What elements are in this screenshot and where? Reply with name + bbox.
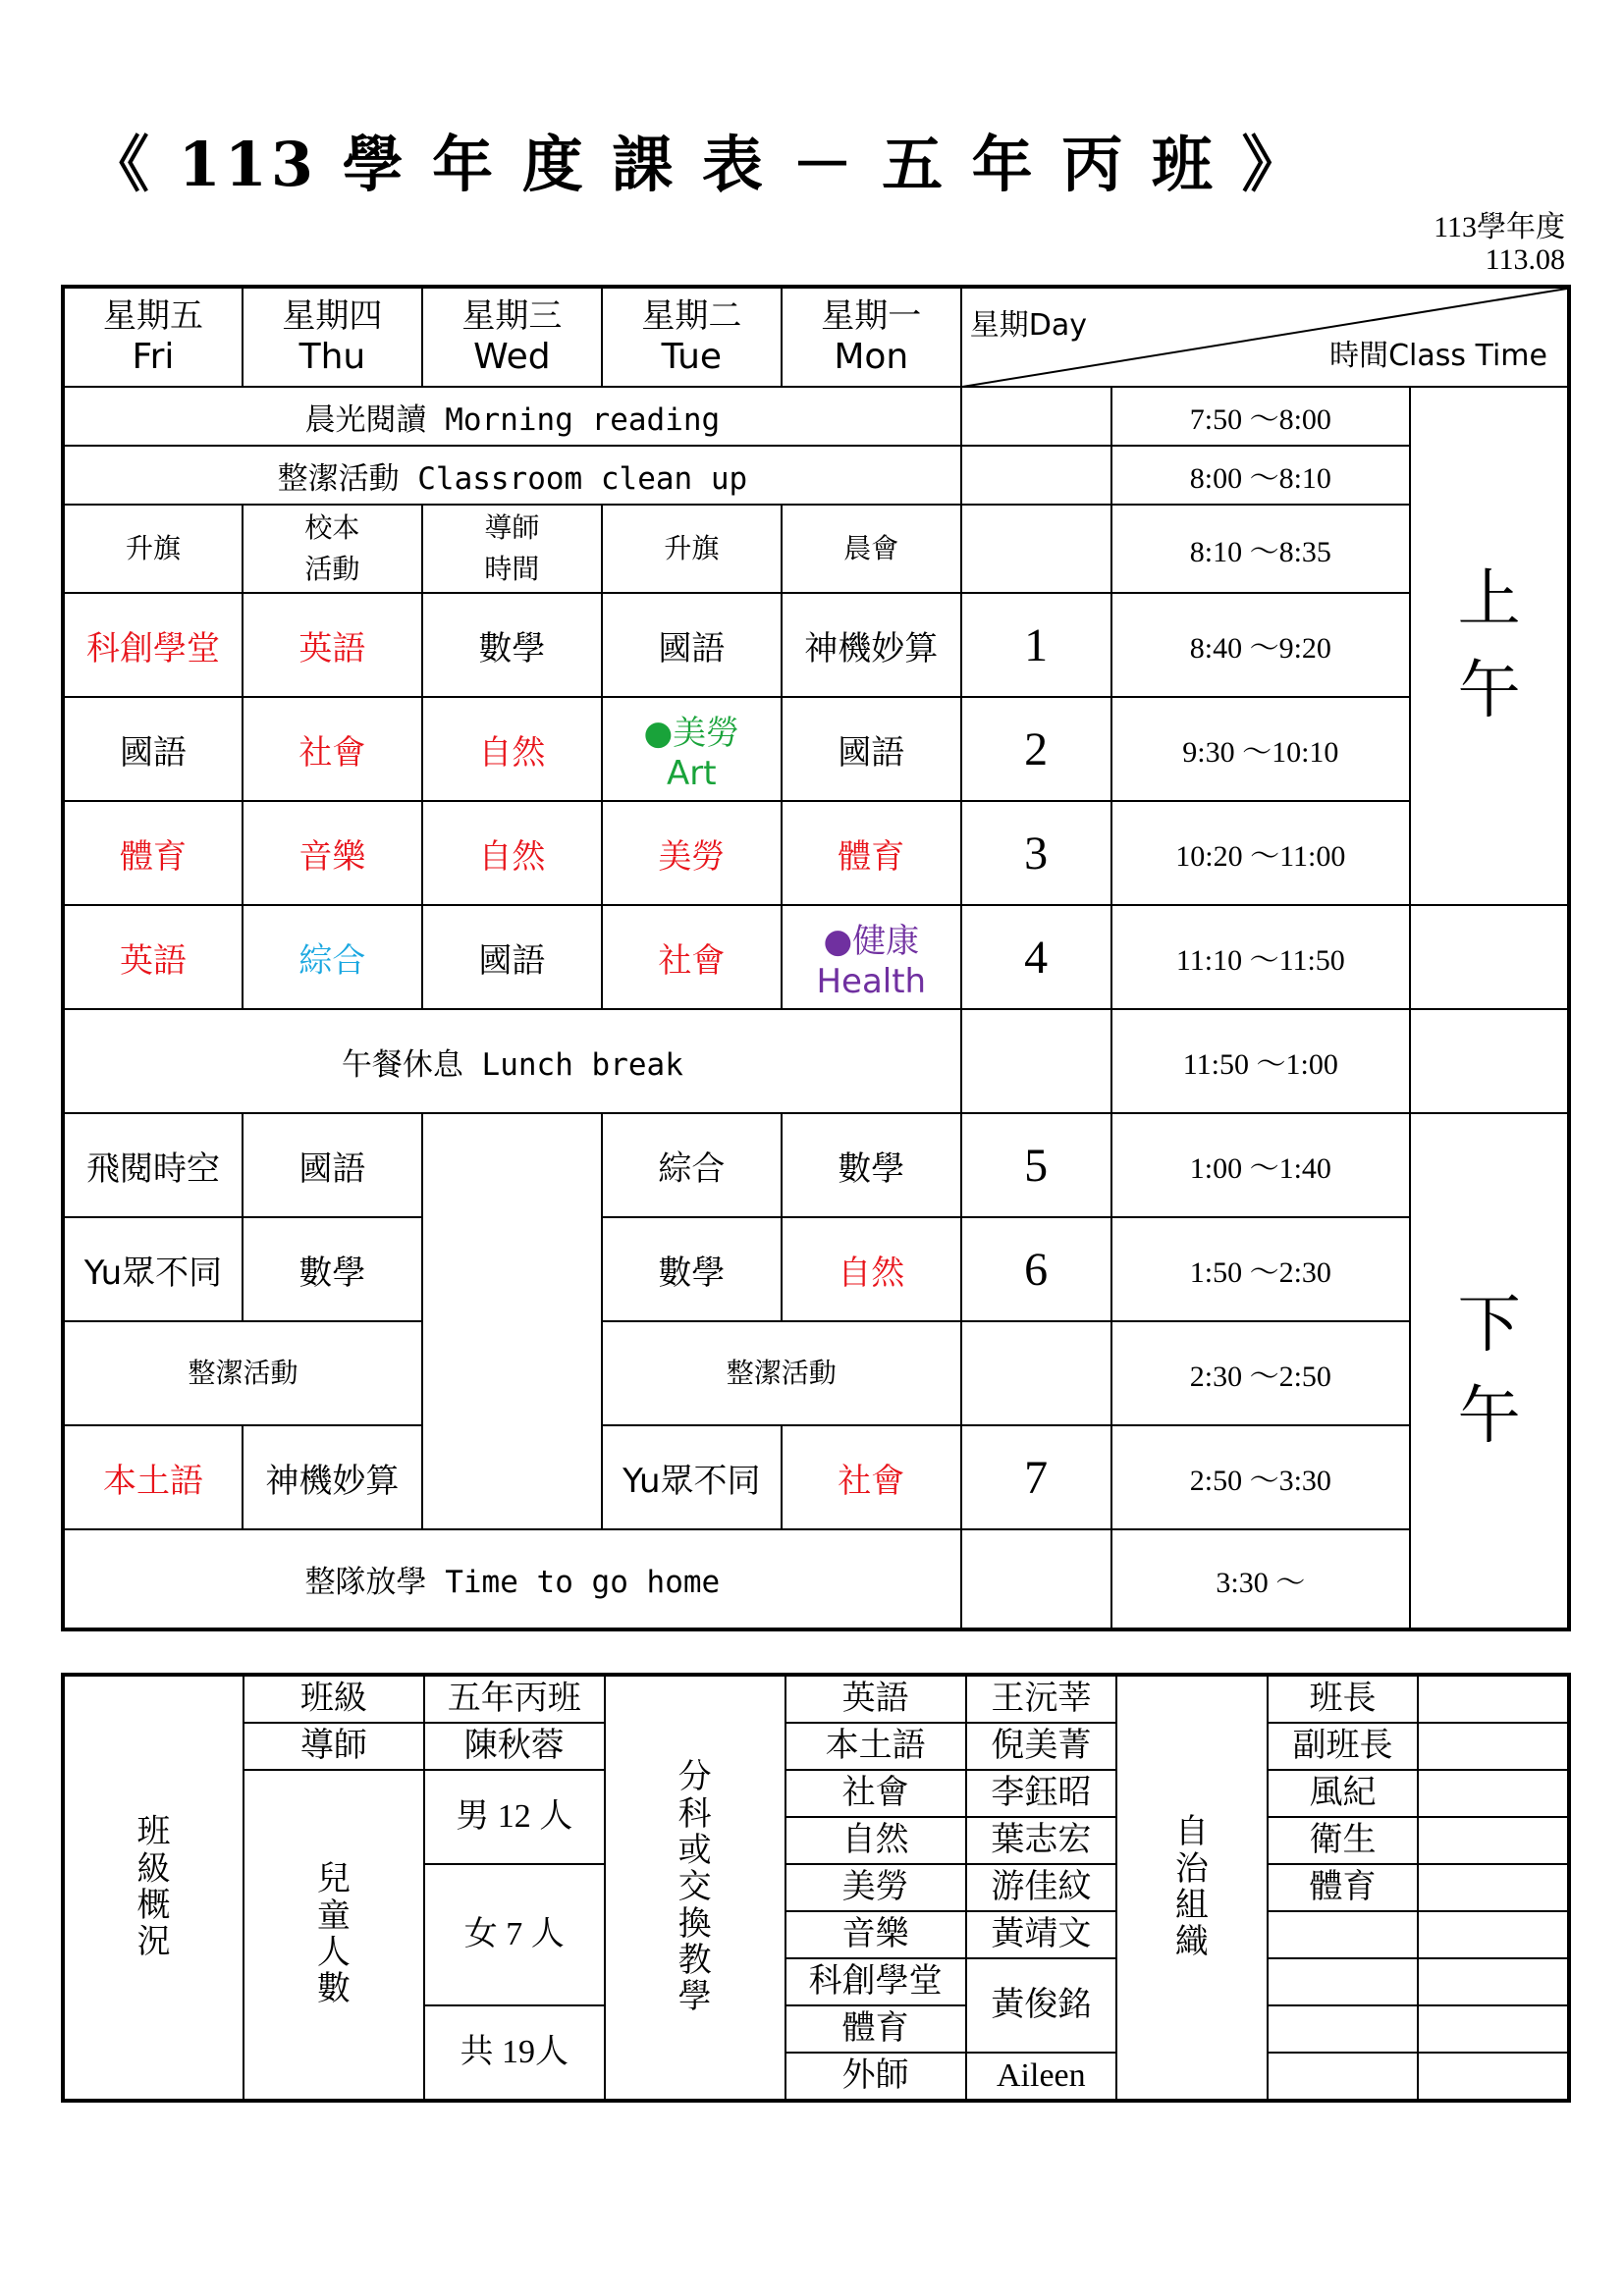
role-holder (1418, 1675, 1569, 1723)
p7-mon: 社會 (782, 1425, 961, 1529)
role-holder (1418, 1723, 1569, 1770)
role-name (1268, 1958, 1419, 2005)
p7-tue: Yu眾不同 (602, 1425, 782, 1529)
lunch-label: 午餐休息 Lunch break (63, 1009, 961, 1113)
p2-fri: 國語 (63, 697, 243, 801)
p4-thu: 綜合 (243, 905, 422, 1009)
time-cell: 8:10 ～8:35 (1111, 505, 1411, 593)
period-7-row (63, 1425, 1569, 1529)
role-name: 風紀 (1268, 1770, 1419, 1817)
assembly-tue: 升旗 (602, 505, 782, 593)
subject-name: 外師 (785, 2053, 966, 2101)
girls-count: 女 7 人 (424, 1864, 605, 2005)
period-number: 3 (961, 801, 1111, 905)
corner-time-label: 時間Class Time (1329, 339, 1547, 373)
subject-name: 美勞 (785, 1864, 966, 1911)
cleanup-row (63, 446, 1569, 505)
p6-mon: 自然 (782, 1217, 961, 1321)
school-year: 113學年度 (1434, 211, 1565, 243)
total-count: 共 19人 (424, 2005, 605, 2101)
p5-thu: 國語 (243, 1113, 422, 1217)
time-cell: 1:50 ～2:30 (1111, 1217, 1411, 1321)
assembly-mon: 晨會 (782, 505, 961, 593)
time-cell: 8:40 ～9:20 (1111, 593, 1411, 697)
blank-cell (1410, 1009, 1569, 1113)
day-mon: 星期一 Mon (782, 287, 961, 387)
subject-teacher: Aileen (966, 2053, 1117, 2101)
pm-cleanup-right: 整潔活動 (602, 1321, 961, 1425)
p3-tue: 美勞 (602, 801, 782, 905)
p7-thu: 神機妙算 (243, 1425, 422, 1529)
p3-mon: 體育 (782, 801, 961, 905)
p3-thu: 音樂 (243, 801, 422, 905)
p5-mon: 數學 (782, 1113, 961, 1217)
day-wed: 星期三 Wed (422, 287, 602, 387)
time-cell: 2:30 ～2:50 (1111, 1321, 1411, 1425)
p2-tue: ●美勞 Art (602, 697, 782, 801)
cleanup-label: 整潔活動 Classroom clean up (63, 446, 961, 505)
role-holder (1418, 1770, 1569, 1817)
time-cell: 11:50 ～1:00 (1111, 1009, 1411, 1113)
p1-mon: 神機妙算 (782, 593, 961, 697)
period-number: 6 (961, 1217, 1111, 1321)
time-cell: 7:50 ～8:00 (1111, 387, 1411, 446)
revision-date: 113.08 (1485, 243, 1565, 276)
subject-name: 社會 (785, 1770, 966, 1817)
corner-header (961, 287, 1569, 387)
subject-name: 英語 (785, 1675, 966, 1723)
boys-count: 男 12 人 (424, 1770, 605, 1864)
subject-teacher: 王沅莘 (966, 1675, 1117, 1723)
p1-tue: 國語 (602, 593, 782, 697)
period-blank (961, 446, 1111, 505)
teacher-label: 導師 (244, 1723, 424, 1770)
role-holder (1418, 1958, 1569, 2005)
p3-wed: 自然 (422, 801, 602, 905)
p5-tue: 綜合 (602, 1113, 782, 1217)
subject-teacher: 黃俊銘 (966, 1958, 1117, 2053)
p2-wed: 自然 (422, 697, 602, 801)
corner-day-label: 星期Day (969, 308, 1088, 343)
afternoon-cleanup-row (63, 1321, 1569, 1425)
p7-fri: 本土語 (63, 1425, 243, 1529)
period-blank (961, 1529, 1111, 1629)
p2-thu: 社會 (243, 697, 422, 801)
role-name: 衛生 (1268, 1817, 1419, 1864)
p4-wed: 國語 (422, 905, 602, 1009)
day-thu: 星期四 Thu (243, 287, 422, 387)
page-title: 《 113 學 年 度 課 表 － 五 年 丙 班 》 (88, 129, 1307, 200)
dismissal-row (63, 1529, 1569, 1629)
period-number: 1 (961, 593, 1111, 697)
subject-teacher: 游佳紋 (966, 1864, 1117, 1911)
time-cell: 10:20 ～11:00 (1111, 801, 1411, 905)
time-cell: 3:30 ～ (1111, 1529, 1411, 1629)
role-name: 體育 (1268, 1864, 1419, 1911)
assembly-thu: 校本活動 (243, 505, 422, 593)
role-name: 班長 (1268, 1675, 1419, 1723)
lunch-row (63, 1009, 1569, 1113)
p5-fri: 飛閱時空 (63, 1113, 243, 1217)
period-number: 7 (961, 1425, 1111, 1529)
period-number: 4 (961, 905, 1111, 1009)
subject-name: 科創學堂 (785, 1958, 966, 2005)
day-header-row (63, 287, 1569, 387)
class-value: 五年丙班 (424, 1675, 605, 1723)
period-5-row (63, 1113, 1569, 1217)
subject-name: 自然 (785, 1817, 966, 1864)
assembly-wed: 導師時間 (422, 505, 602, 593)
pm-cleanup-left: 整潔活動 (63, 1321, 422, 1425)
p2-mon: 國語 (782, 697, 961, 801)
self-governance-label: 自治組織 (1116, 1675, 1268, 2101)
period-blank (961, 387, 1111, 446)
time-cell: 8:00 ～8:10 (1111, 446, 1411, 505)
p1-fri: 科創學堂 (63, 593, 243, 697)
assembly-fri: 升旗 (63, 505, 243, 593)
class-label: 班級 (244, 1675, 424, 1723)
day-tue: 星期二 Tue (602, 287, 782, 387)
period-2-row (63, 697, 1569, 801)
assembly-row (63, 505, 1569, 593)
subject-name: 體育 (785, 2005, 966, 2053)
subject-name: 音樂 (785, 1911, 966, 1958)
wed-afternoon-blank (422, 1113, 602, 1529)
class-overview-label: 班級概況 (63, 1675, 244, 2101)
period-6-row (63, 1217, 1569, 1321)
subject-teacher: 李鈺昭 (966, 1770, 1117, 1817)
p4-tue: 社會 (602, 905, 782, 1009)
role-holder (1418, 1864, 1569, 1911)
am-label: 上午 (1410, 387, 1569, 905)
teacher-value: 陳秋蓉 (424, 1723, 605, 1770)
period-4-row (63, 905, 1569, 1009)
role-holder (1418, 2053, 1569, 2101)
subject-teacher: 倪美菁 (966, 1723, 1117, 1770)
p6-tue: 數學 (602, 1217, 782, 1321)
time-cell: 2:50 ～3:30 (1111, 1425, 1411, 1529)
period-blank (961, 1321, 1111, 1425)
period-number: 2 (961, 697, 1111, 801)
role-name (1268, 2053, 1419, 2101)
class-info-table (61, 1673, 1571, 2103)
subject-teacher: 黃靖文 (966, 1911, 1117, 1958)
p3-fri: 體育 (63, 801, 243, 905)
role-holder (1418, 1817, 1569, 1864)
morning-reading-row (63, 387, 1569, 446)
subject-teaching-label: 分科或交換教學 (605, 1675, 785, 2101)
time-cell: 1:00 ～1:40 (1111, 1113, 1411, 1217)
role-name: 副班長 (1268, 1723, 1419, 1770)
period-3-row (63, 801, 1569, 905)
day-fri: 星期五 Fri (63, 287, 243, 387)
dismissal-label: 整隊放學 Time to go home (63, 1529, 961, 1629)
role-holder (1418, 2005, 1569, 2053)
subject-teacher: 葉志宏 (966, 1817, 1117, 1864)
period-blank (961, 1009, 1111, 1113)
p1-wed: 數學 (422, 593, 602, 697)
p6-thu: 數學 (243, 1217, 422, 1321)
period-1-row (63, 593, 1569, 697)
children-count-label: 兒童人數 (244, 1770, 424, 2101)
time-cell: 9:30 ～10:10 (1111, 697, 1411, 801)
p4-mon: ●健康 Health (782, 905, 961, 1009)
p1-thu: 英語 (243, 593, 422, 697)
p4-fri: 英語 (63, 905, 243, 1009)
morning-reading-label: 晨光閱讀 Morning reading (63, 387, 961, 446)
schedule-table (61, 285, 1571, 1631)
pm-label: 下午 (1410, 1113, 1569, 1629)
time-cell: 11:10 ～11:50 (1111, 905, 1411, 1009)
role-holder (1418, 1911, 1569, 1958)
period-number: 5 (961, 1113, 1111, 1217)
period-blank (961, 505, 1111, 593)
p6-fri: Yu眾不同 (63, 1217, 243, 1321)
role-name (1268, 2005, 1419, 2053)
role-name (1268, 1911, 1419, 1958)
subject-name: 本土語 (785, 1723, 966, 1770)
